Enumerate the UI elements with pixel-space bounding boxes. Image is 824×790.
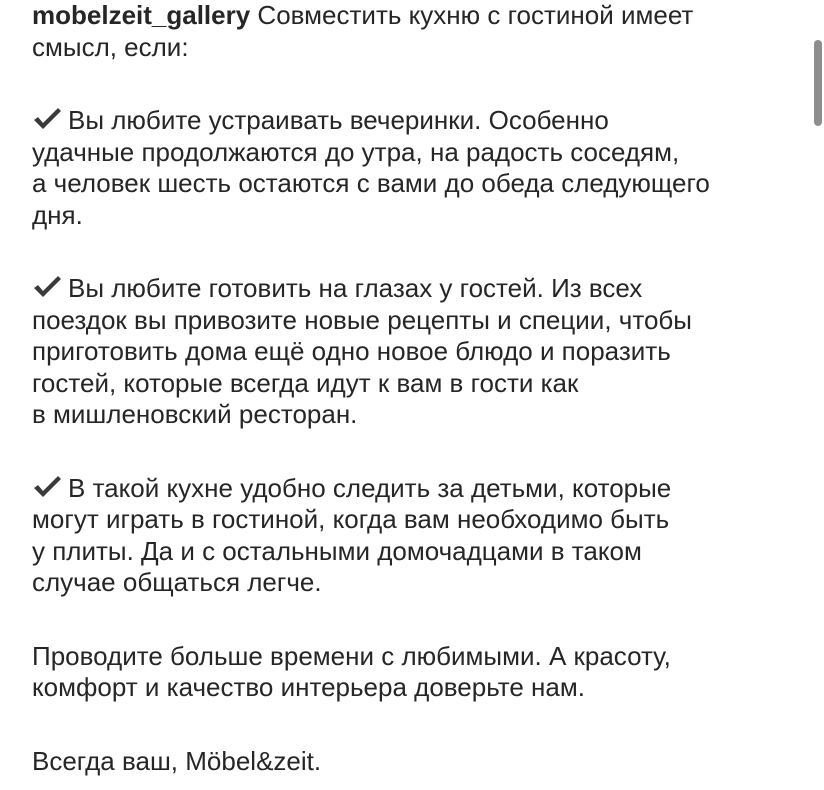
caption-signature bbox=[32, 746, 804, 778]
heavy-check-mark-icon bbox=[32, 475, 62, 499]
caption-line bbox=[32, 0, 804, 32]
caption-line: смысл, если: bbox=[32, 31, 189, 62]
caption-text: Совместить кухню с гостиной имеет bbox=[250, 0, 694, 30]
caption-line: могут играть в гостиной, когда вам необходимо быть bbox=[32, 504, 670, 534]
caption-line: Проводите больше времени с любимыми. А красоту, bbox=[32, 640, 671, 671]
caption-line: комфорт и качество интерьера доверьте нам. bbox=[32, 672, 585, 702]
caption-intro bbox=[32, 0, 804, 63]
caption-point-cooking bbox=[32, 273, 804, 431]
caption-line: Вы любите устраивать вечеринки. Особенно bbox=[32, 105, 804, 137]
caption-line: поездок вы привозите новые рецепты и специи, чтобы bbox=[32, 304, 692, 335]
caption-line: у плиты. Да и с остальными домочадцами в таком bbox=[32, 535, 642, 566]
caption-line: а человек шесть остаются с вами до обеда следующего bbox=[32, 168, 710, 198]
caption-line: Всегда ваш, Möbel&zeit. bbox=[32, 745, 322, 776]
caption-point-parties bbox=[32, 105, 804, 231]
scrollbar-thumb[interactable] bbox=[814, 40, 822, 126]
caption-line: Вы любите готовить на глазах у гостей. Из всех bbox=[32, 273, 804, 305]
heavy-check-mark-icon bbox=[32, 107, 62, 131]
caption-line: удачные продолжаются до утра, на радость соседям, bbox=[32, 136, 680, 167]
caption-closing bbox=[32, 641, 804, 704]
heavy-check-mark-icon bbox=[32, 275, 62, 299]
caption-point-children bbox=[32, 473, 804, 599]
caption-line: гостей, которые всегда идут к вам в гости как bbox=[32, 367, 579, 398]
caption-line: В такой кухне удобно следить за детьми, которые bbox=[32, 473, 804, 505]
caption-line: дня. bbox=[32, 199, 83, 230]
post-caption bbox=[32, 0, 804, 777]
username-link[interactable]: mobelzeit_gallery bbox=[32, 0, 251, 30]
caption-line: в мишленовский ресторан. bbox=[32, 399, 358, 429]
caption-line: случае общаться легче. bbox=[32, 567, 322, 597]
caption-line: приготовить дома ещё одно новое блюдо и поразить bbox=[32, 336, 671, 366]
